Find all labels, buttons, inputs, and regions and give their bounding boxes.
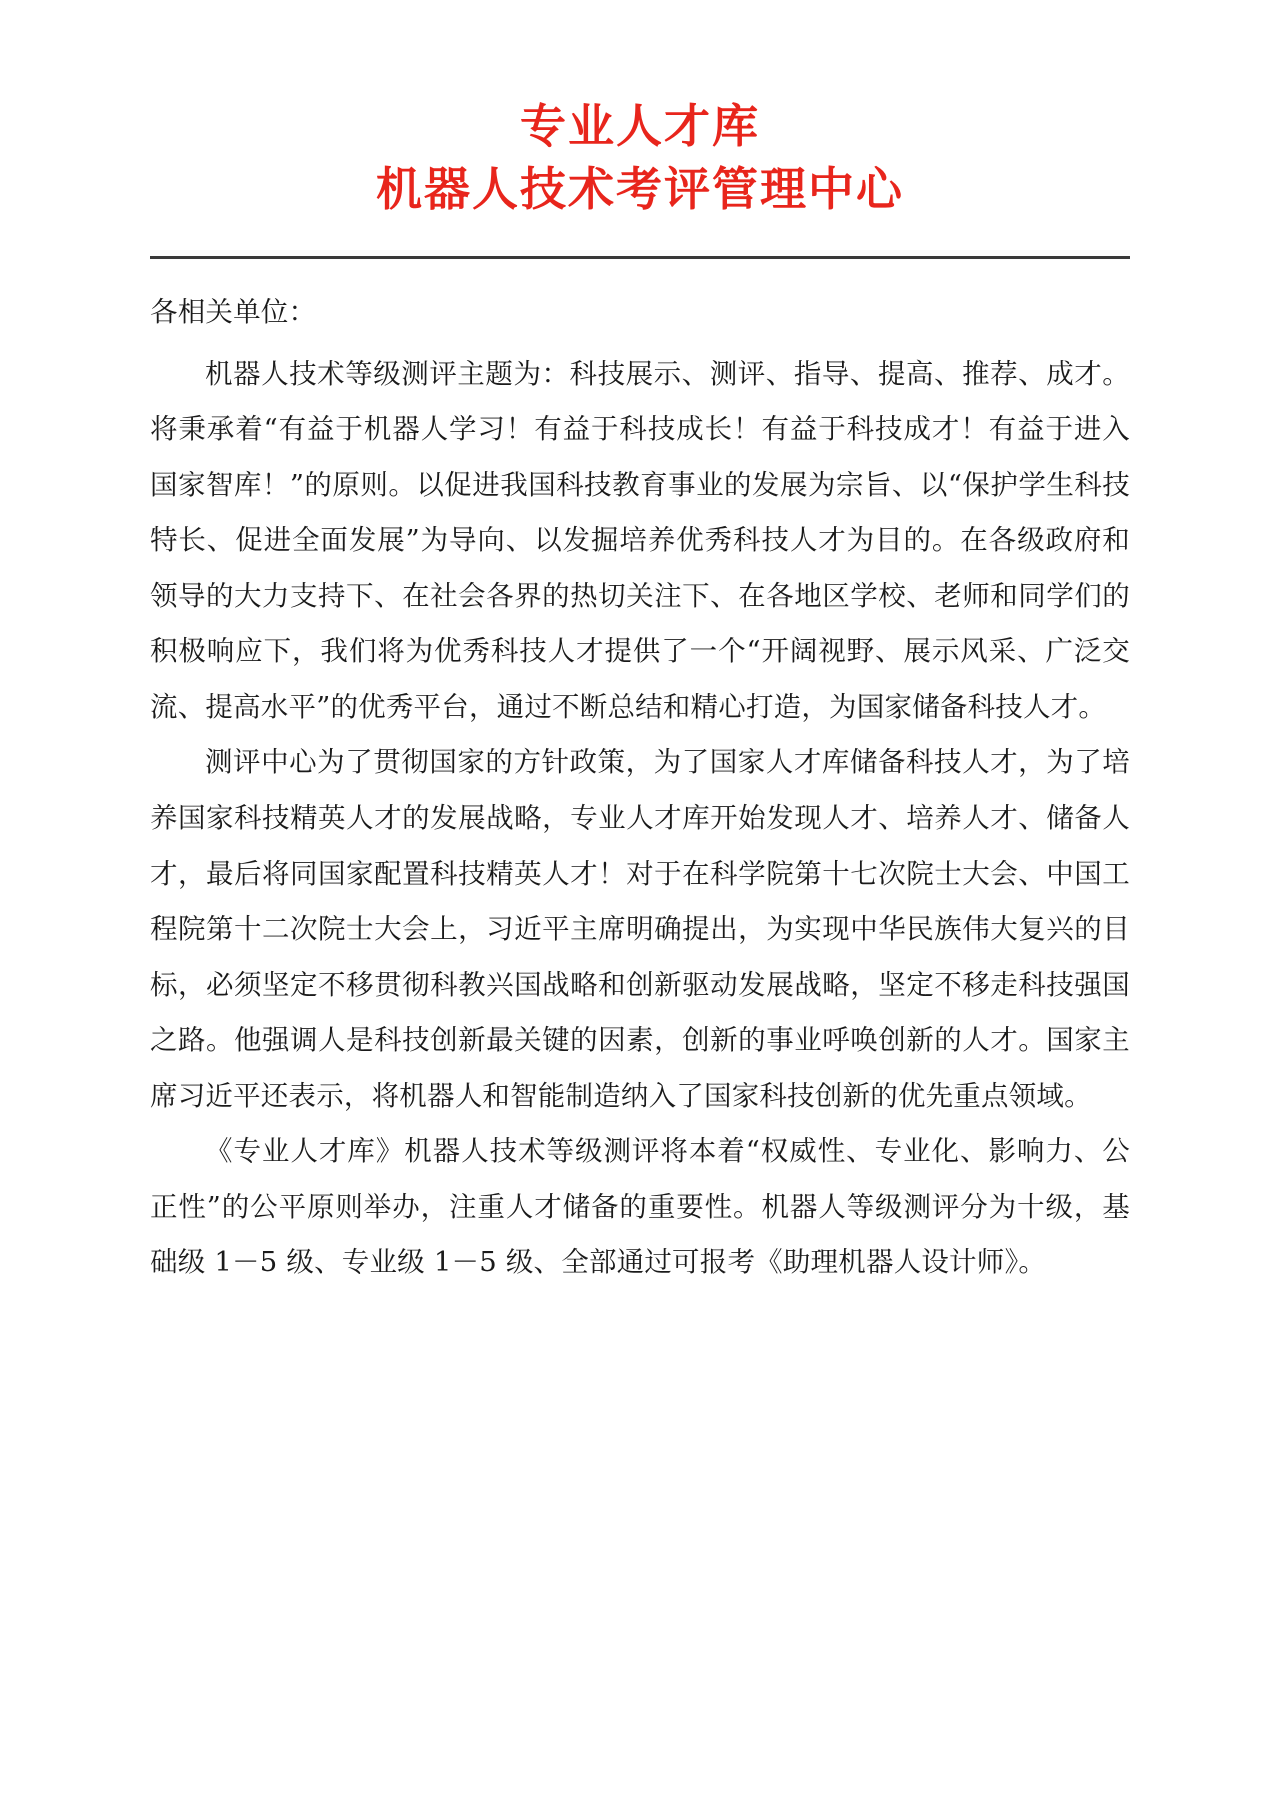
document-body [150, 285, 1130, 1291]
paragraph-3: 《专业人才库》机器人技术等级测评将本着“权威性、专业化、影响力、公正性”的公平原则举办，注重人才储备的重要性。机器人等级测评分为十级，基础级 1－5 级、专业级 1－5 级、全部通过可报考《助理机器人设计师》。 [150, 1135, 1130, 1279]
paragraph-2: 测评中心为了贯彻国家的方针政策，为了国家人才库储备科技人才，为了培养国家科技精英人才的发展战略，专业人才库开始发现人才、培养人才、储备人才，最后将同国家配置科技精英人才！对于在科学院第十七次院士大会、中国工程院第十二次院士大会上，习近平主席明确提出，为实现中华民族伟大复兴的目标，必须坚定不移贯彻科教兴国战略和创新驱动发展战略，坚定不移走科技强国之路。他强调人是科技创新最关键的因素，创新的事业呼唤创新的人才。国家主席习近平还表示，将机器人和智能制造纳入了国家科技创新的优先重点领域。 [150, 746, 1130, 1112]
page-title [150, 95, 1130, 220]
paragraph-1: 机器人技术等级测评主题为：科技展示、测评、指导、提高、推荐、成才。将秉承着“有益于机器人学习！有益于科技成长！有益于科技成才！有益于进入国家智库！”的原则。以促进我国科技教育事业的发展为宗旨、以“保护学生科技特长、促进全面发展”为导向、以发掘培养优秀科技人才为目的。在各级政府和领导的大力支持下、在社会各界的热切关注下、在各地区学校、老师和同学们的积极响应下，我们将为优秀科技人才提供了一个“开阔视野、展示风采、广泛交流、提高水平”的优秀平台，通过不断总结和精心打造，为国家储备科技人才。 [150, 357, 1130, 723]
salutation: 各相关单位： [150, 296, 317, 329]
title-line-2: 机器人技术考评管理中心 [376, 161, 904, 216]
title-divider [150, 256, 1130, 259]
title-line-1: 专业人才库 [520, 99, 760, 153]
